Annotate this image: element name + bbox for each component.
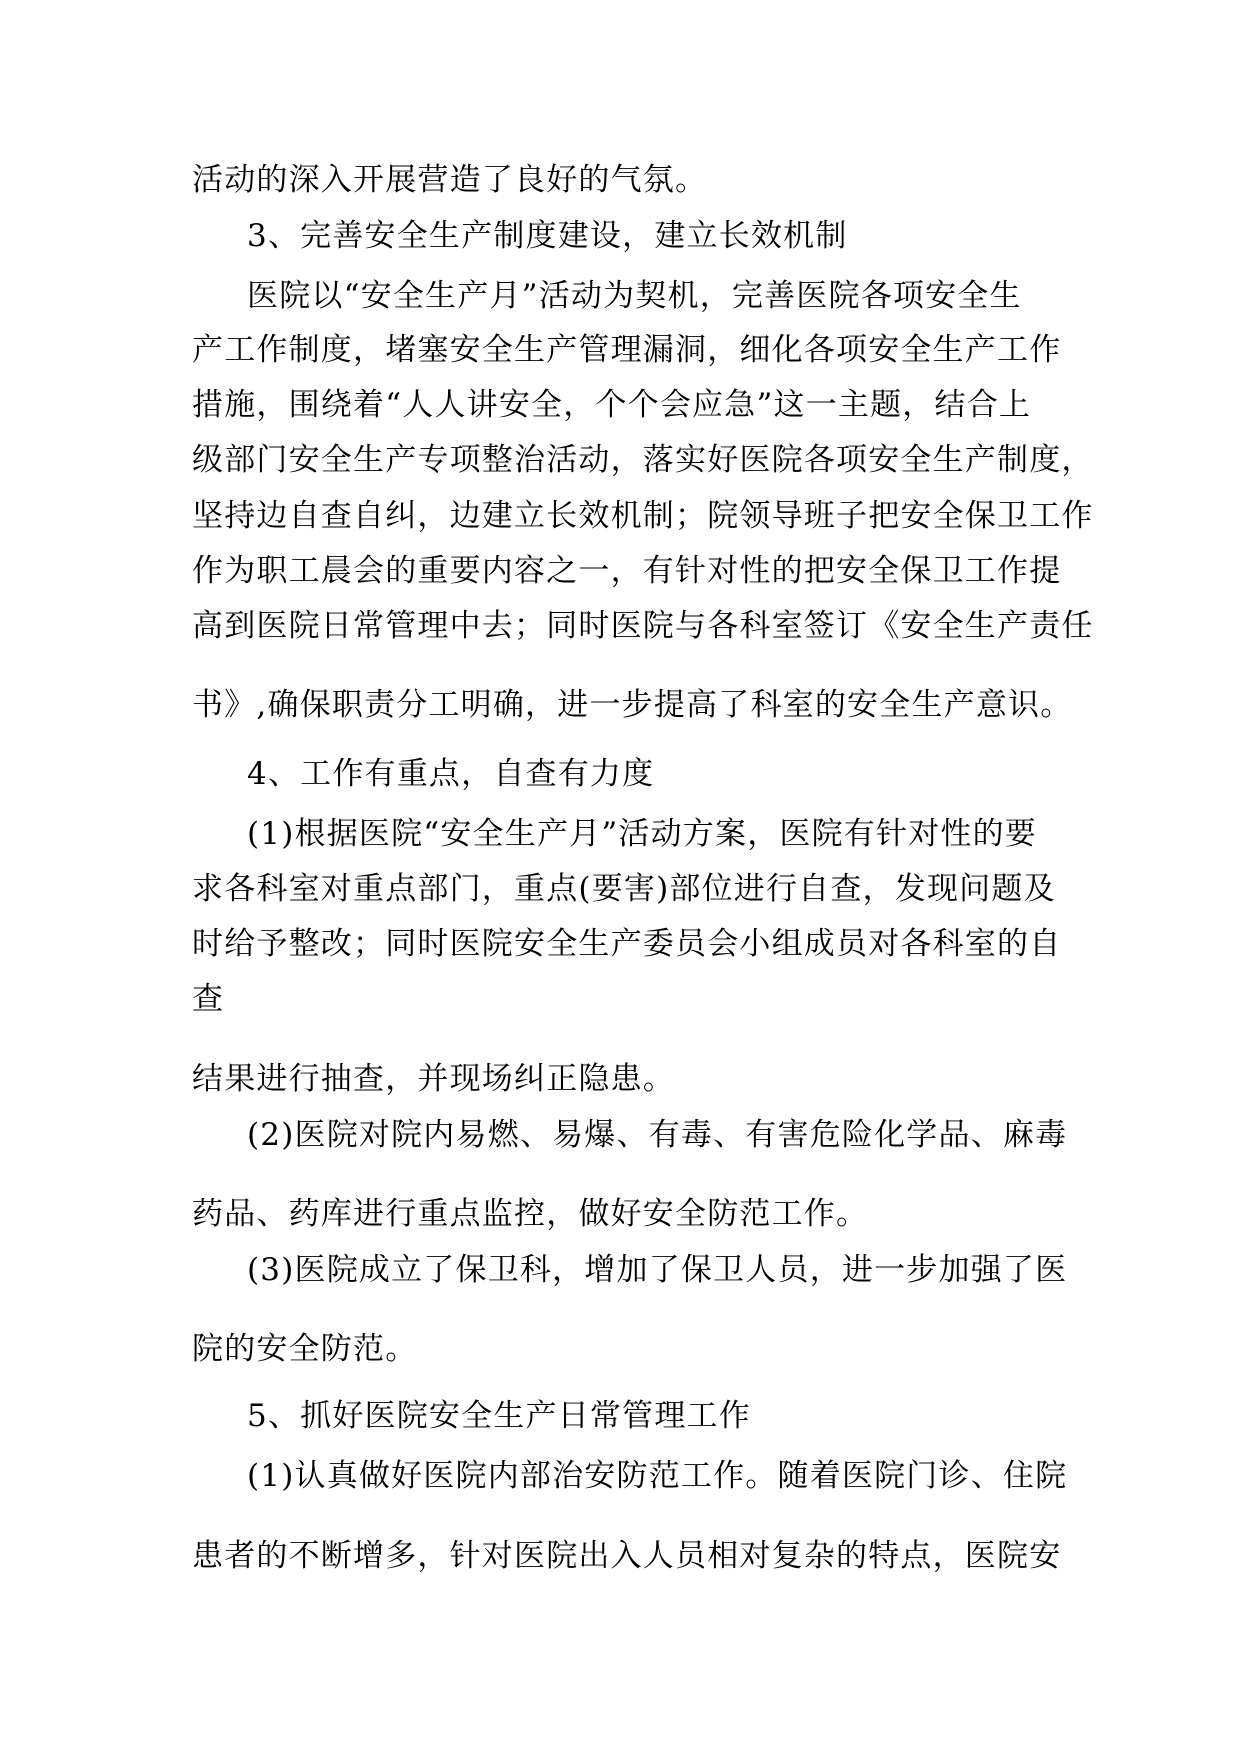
text-line: 结果进行抽查，并现场纠正隐患。 (192, 1061, 675, 1097)
text-line: 医院以“安全生产月”活动为契机，完善医院各项安全生 (247, 278, 1022, 314)
section-heading: 3、完善安全生产制度建设，建立长效机制 (247, 218, 848, 254)
text-line: (2)医院对院内易燃、易爆、有毒、有害危险化学品、麻毒 (247, 1117, 1068, 1153)
text-line: (3)医院成立了保卫科，增加了保卫人员，进一步加强了医 (247, 1252, 1068, 1288)
text-line: (1)根据医院“安全生产月”活动方案，医院有针对性的要 (247, 816, 1038, 852)
text-line: 活动的深入开展营造了良好的气氛。 (192, 162, 708, 198)
text-line: (1)认真做好医院内部治安防范工作。随着医院门诊、住院 (247, 1458, 1068, 1494)
text-line: 高到医院日常管理中去；同时医院与各科室签订《安全生产责任 (192, 608, 1094, 644)
text-line: 查 (192, 981, 225, 1017)
section-heading: 4、工作有重点，自查有力度 (247, 756, 655, 792)
text-line: 书》,确保职责分工明确，进一步提高了科室的安全生产意识。 (192, 687, 1073, 723)
text-line: 措施，围绕着“人人讲安全，个个会应急”这一主题，结合上 (192, 387, 1032, 423)
text-line: 时给予整改；同时医院安全生产委员会小组成员对各科室的自 (192, 926, 1062, 962)
text-line: 产工作制度，堵塞安全生产管理漏洞，细化各项安全生产工作 (192, 332, 1062, 368)
text-line: 患者的不断增多，针对医院出入人员相对复杂的特点，医院安 (192, 1538, 1062, 1574)
section-heading: 5、抓好医院安全生产日常管理工作 (247, 1398, 751, 1434)
text-line: 院的安全防范。 (192, 1331, 418, 1367)
text-line: 级部门安全生产专项整治活动，落实好医院各项安全生产制度， (192, 442, 1094, 478)
text-line: 作为职工晨会的重要内容之一，有针对性的把安全保卫工作提 (192, 553, 1062, 589)
text-line: 求各科室对重点部门，重点(要害)部位进行自查，发现问题及 (192, 871, 1056, 907)
text-line: 坚持边自查自纠，边建立长效机制；院领导班子把安全保卫工作 (192, 498, 1094, 534)
text-line: 药品、药库进行重点监控，做好安全防范工作。 (192, 1196, 869, 1232)
